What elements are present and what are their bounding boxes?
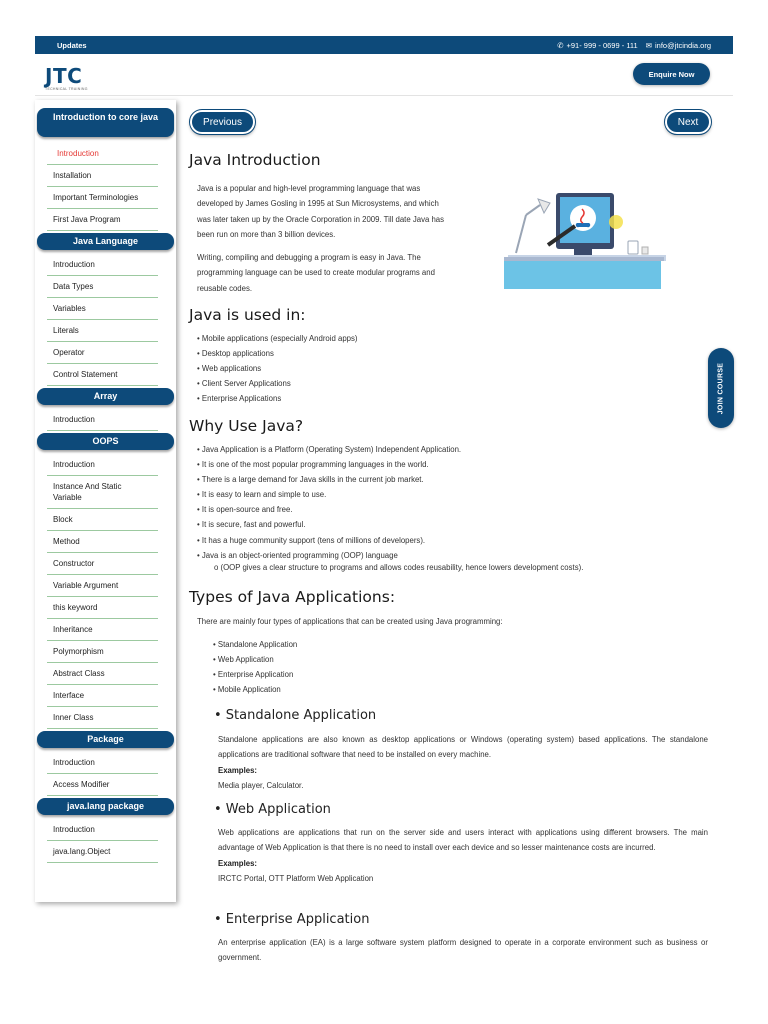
previous-button[interactable]: Previous: [190, 110, 255, 134]
sidebar-item-literals[interactable]: Literals: [47, 320, 158, 342]
list-item: • It is one of the most popular programming languages in the world.: [197, 457, 461, 472]
sidebar-item-data-types[interactable]: Data Types: [47, 276, 158, 298]
join-course-button[interactable]: [708, 348, 734, 428]
sidebar-item-access-modifier[interactable]: Access Modifier: [47, 774, 158, 796]
updates-label[interactable]: Updates: [57, 40, 87, 50]
sidebar-heading-oops[interactable]: OOPS: [37, 433, 174, 450]
sidebar-item-constructor[interactable]: Constructor: [47, 553, 158, 575]
used-in-list: [197, 331, 358, 406]
top-bar: [35, 36, 733, 54]
standalone-text: Standalone applications are also known as desktop applications or Windows (operating system) based applications. The standalone applications are traditional software that need to be installed on every machine.: [218, 735, 708, 760]
types-intro: There are mainly four types of applications that can be created using Java programming:: [197, 617, 503, 626]
join-course-label: JOIN COURSE: [717, 362, 725, 414]
list-item: • Mobile applications (especially Android apps): [197, 331, 358, 346]
sidebar-item-first-java-program[interactable]: First Java Program: [47, 209, 158, 231]
standalone-examples-label: Examples:: [218, 765, 258, 775]
sidebar-group-oops: [35, 454, 176, 729]
sidebar-item-lang-introduction[interactable]: Introduction: [47, 254, 158, 276]
sidebar-group-array: [35, 409, 176, 431]
list-item: • Java is an object-oriented programming (OOP) language: [197, 548, 461, 563]
sidebar-item-inner-class[interactable]: Inner Class: [47, 707, 158, 729]
sidebar-item-control-statement[interactable]: Control Statement: [47, 364, 158, 386]
list-item: • Standalone Application: [213, 637, 297, 652]
sidebar-item-array-introduction[interactable]: Introduction: [47, 409, 158, 431]
sidebar-item-instance-static-variable[interactable]: Instance And Static Variable: [47, 476, 158, 509]
list-item: • It is secure, fast and powerful.: [197, 517, 461, 532]
web-application-text: Web applications are applications that run on the server side and users interact with applications using different browsers. The main advantage of Web Application is that there is no need to install over each device and so lesser maintenance costs are incurred.: [218, 828, 708, 853]
standalone-section: [218, 732, 708, 793]
site-header: [35, 56, 733, 96]
sidebar-item-operator[interactable]: Operator: [47, 342, 158, 364]
logo-text: JTC: [45, 64, 83, 88]
sidebar-item-interface[interactable]: Interface: [47, 685, 158, 707]
sidebar-group-java-language: [35, 254, 176, 386]
sidebar-item-block[interactable]: Block: [47, 509, 158, 531]
list-item: • It is easy to learn and simple to use.: [197, 487, 461, 502]
sidebar-item-introduction[interactable]: Introduction: [47, 143, 158, 165]
used-in-heading: Java is used in:: [189, 306, 306, 324]
sidebar-heading-java-lang-package[interactable]: java.lang package: [37, 798, 174, 815]
contact-info: [557, 41, 711, 50]
list-item: • Web applications: [197, 361, 358, 376]
web-application-section: [218, 825, 708, 886]
sidebar-item-package-introduction[interactable]: Introduction: [47, 752, 158, 774]
web-examples: IRCTC Portal, OTT Platform Web Application: [218, 873, 374, 883]
sidebar-item-variables[interactable]: Variables: [47, 298, 158, 320]
sidebar-item-this-keyword[interactable]: this keyword: [47, 597, 158, 619]
intro-paragraph: Java is a popular and high-level programming language that was developed by James Gosling in 1995 at Sun Microsystems, and which was later taken up by the Oracle Corporation in 2009. Till date Java has been run on more than 3 billion devices.: [197, 184, 445, 239]
email-contact[interactable]: [646, 41, 711, 50]
sidebar-heading-java-language[interactable]: Java Language: [37, 233, 174, 250]
list-item: • Enterprise Applications: [197, 391, 358, 406]
list-item: • Mobile Application: [213, 682, 297, 697]
sidebar-item-polymorphism[interactable]: Polymorphism: [47, 641, 158, 663]
sidebar-item-method[interactable]: Method: [47, 531, 158, 553]
java-illustration: [496, 185, 666, 293]
logo-tagline: TECHNICAL TRAINING: [45, 87, 88, 91]
sidebar-item-java-lang-introduction[interactable]: Introduction: [47, 819, 158, 841]
sidebar-item-important-terminologies[interactable]: Important Terminologies: [47, 187, 158, 209]
sidebar-item-java-lang-object[interactable]: java.lang.Object: [47, 841, 158, 863]
course-sidebar: [35, 100, 176, 902]
phone-contact[interactable]: [557, 41, 638, 50]
standalone-examples: Media player, Calculator.: [218, 780, 304, 790]
types-heading: Types of Java Applications:: [189, 588, 396, 606]
sidebar-heading-package[interactable]: Package: [37, 731, 174, 748]
phone-icon: ✆: [557, 40, 564, 50]
list-item: • Web Application: [213, 652, 297, 667]
why-use-java-heading: Why Use Java?: [189, 417, 304, 435]
sidebar-item-installation[interactable]: Installation: [47, 165, 158, 187]
next-button[interactable]: Next: [665, 110, 711, 134]
sidebar-group-core-java: [35, 143, 176, 231]
phone-number: +91- 999 - 0699 - 111: [566, 40, 638, 50]
sidebar-item-abstract-class[interactable]: Abstract Class: [47, 663, 158, 685]
sidebar-item-oops-introduction[interactable]: Introduction: [47, 454, 158, 476]
sidebar-item-variable-argument[interactable]: Variable Argument: [47, 575, 158, 597]
list-item: • It has a huge community support (tens of millions of developers).: [197, 533, 461, 548]
standalone-heading: • Standalone Application: [214, 708, 377, 723]
sidebar-heading-array[interactable]: Array: [37, 388, 174, 405]
mail-icon: ✉: [645, 40, 653, 50]
list-item: • Enterprise Application: [213, 667, 297, 682]
list-item: • Client Server Applications: [197, 376, 358, 391]
types-list: [213, 637, 297, 697]
sidebar-heading-core-java[interactable]: Introduction to core java: [37, 108, 174, 137]
page-title: Java Introduction: [189, 151, 321, 169]
oop-sub-point: o (OOP gives a clear structure to programs and allows codes reusability, hence lowers development costs).: [214, 563, 584, 572]
sidebar-group-package: [35, 752, 176, 796]
writing-paragraph: Writing, compiling and debugging a program is easy in Java. The programming language can be used to create modular programs and reusable codes.: [197, 253, 435, 293]
web-examples-label: Examples:: [218, 858, 258, 868]
email-address: info@jtcindia.org: [655, 40, 711, 50]
list-item: • There is a large demand for Java skills in the current job market.: [197, 472, 461, 487]
enterprise-application-text: An enterprise application (EA) is a large software system platform designed to operate in a corporate environment such as business or government.: [218, 938, 708, 963]
list-item: • It is open-source and free.: [197, 502, 461, 517]
list-item: • Java Application is a Platform (Operating System) Independent Application.: [197, 442, 461, 457]
list-item: • Desktop applications: [197, 346, 358, 361]
sidebar-group-java-lang-package: [35, 819, 176, 863]
web-application-heading: • Web Application: [214, 802, 331, 817]
enterprise-application-section: [218, 935, 708, 966]
enterprise-application-heading: • Enterprise Application: [214, 912, 370, 927]
why-use-java-list: [197, 442, 461, 563]
sidebar-item-inheritance[interactable]: Inheritance: [47, 619, 158, 641]
enquire-now-button[interactable]: Enquire Now: [633, 63, 710, 85]
jtc-logo[interactable]: [45, 64, 88, 91]
